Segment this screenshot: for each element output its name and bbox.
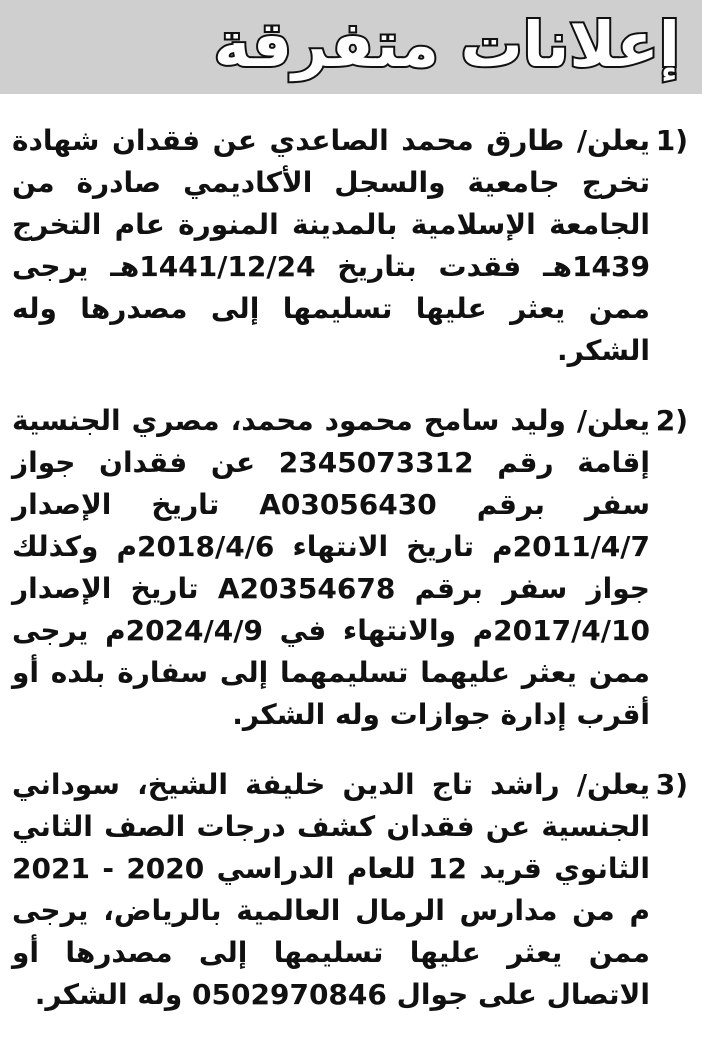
ad-text: يعلن/ راشد تاج الدين خليفة الشيخ، سوداني الجنسية عن فقدان كشف درجات الصف الثاني الثانوي قريد 12 للعام الدراسي 2020 - 2021 م من مدارس الرمال العالمية بالرياض، يرجى ممن يعثر عليها تسليمها إلى مصدرها أو الاتصال على جوال 0502970846 وله الشكر.: [12, 768, 650, 1011]
section-header-bar: [0, 0, 702, 94]
classified-ads-list: [12, 120, 688, 1044]
ad-number: 2): [655, 404, 688, 437]
ad-text: يعلن/ وليد سامح محمود محمد، مصري الجنسية إقامة رقم 2345073312 عن فقدان جواز سفر برقم A03056430 تاريخ الإصدار 2011/4/7م تاريخ الانتهاء 2018/4/6م وكذلك جواز سفر برقم A20354678 تاريخ الإصدار 2017/4/10م والانتهاء في 2024/4/9م يرجى ممن يعثر عليهما تسليمهما إلى سفارة بلده أو أقرب إدارة جوازات وله الشكر.: [12, 404, 650, 731]
ad-number: 1): [655, 124, 688, 157]
section-title: إعلانات متفرقة: [213, 8, 680, 81]
classified-ad-item: [12, 400, 688, 736]
ad-number: 3): [655, 768, 688, 801]
ad-text: يعلن/ طارق محمد الصاعدي عن فقدان شهادة تخرج جامعية والسجل الأكاديمي صادرة من الجامعة الإسلامية بالمدينة المنورة عام التخرج 1439هـ فقدت بتاريخ 1441/12/24هـ يرجى ممن يعثر عليها تسليمها إلى مصدرها وله الشكر.: [12, 124, 651, 367]
classified-ad-item: [12, 120, 688, 372]
classified-ad-item: [12, 764, 688, 1016]
